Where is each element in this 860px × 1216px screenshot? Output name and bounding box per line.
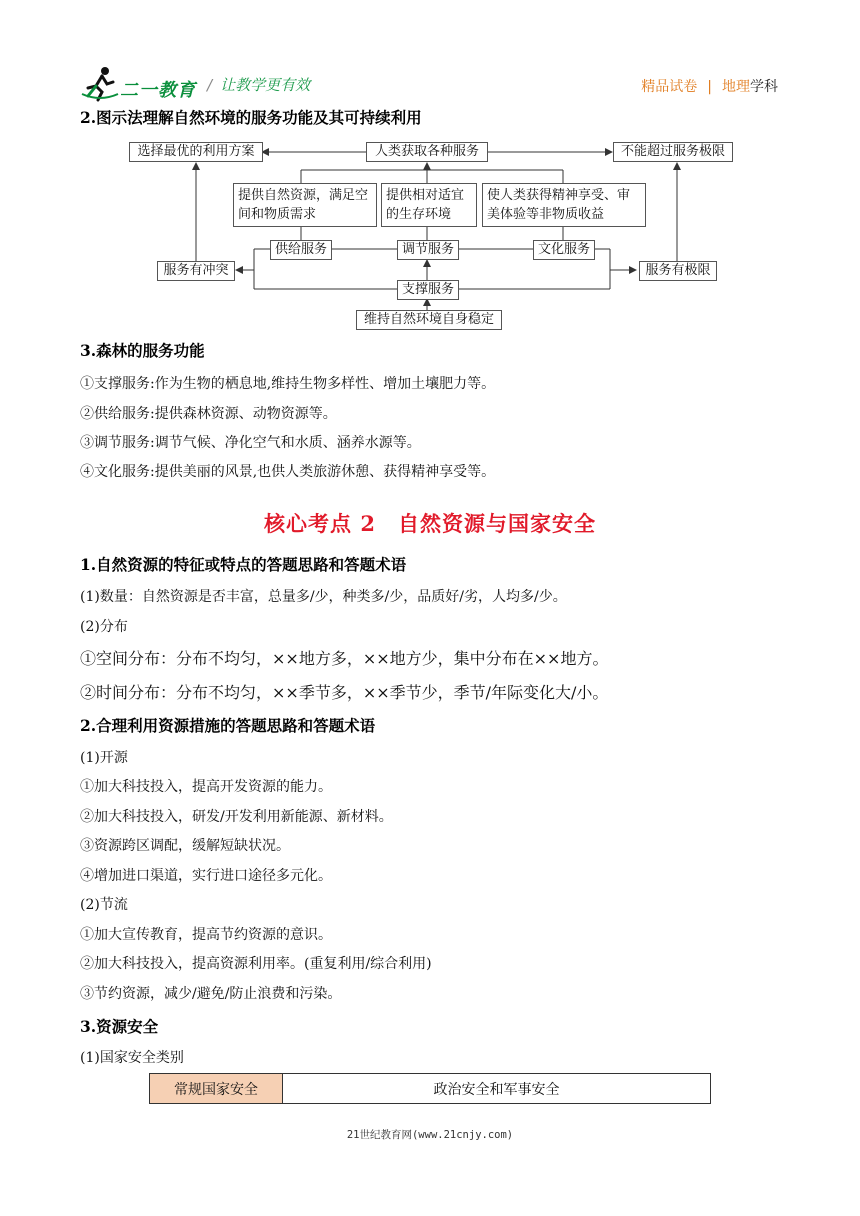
open-source-title: (1)开源: [80, 750, 128, 766]
culture-service-box: 文化服务: [533, 240, 595, 260]
slogan: / 让教学更有效: [207, 76, 311, 94]
forest-item: ③调节服务:调节气候、净化空气和水质、涵养水源等。: [80, 435, 421, 451]
table-row: [150, 1074, 711, 1104]
resource-quantity: (1)数量：自然资源是否丰富，总量多/少，种类多/少，品质好/劣，人均多/少。: [80, 589, 567, 605]
tag-subject: 地理: [722, 79, 750, 95]
regulate-service-box: 调节服务: [397, 240, 459, 260]
forest-item: ④文化服务:提供美丽的风景,也供人类旅游休憩、获得精神享受等。: [80, 464, 496, 480]
supply-service-box: 供给服务: [270, 240, 332, 260]
provide-spiritual-box: 使人类获得精神享受、审美体验等非物质收益: [482, 183, 646, 227]
human-services-box: 人类获取各种服务: [366, 142, 488, 162]
save-title: (2)节流: [80, 897, 128, 913]
support-service-box: 支撑服务: [397, 280, 459, 300]
open-source-item: ④增加进口渠道，实行进口途径多元化。: [80, 868, 332, 884]
section-title: 2.图示法理解自然环境的服务功能及其可持续利用: [80, 108, 422, 127]
forest-title: 3.森林的服务功能: [80, 341, 205, 360]
service-conflict-box: 服务有冲突: [157, 261, 235, 281]
security-title: 3.资源安全: [80, 1017, 159, 1036]
maintain-stability-box: 维持自然环境自身稳定: [356, 310, 502, 330]
measures-title: 2.合理利用资源措施的答题思路和答题术语: [80, 716, 376, 735]
forest-item: ②供给服务:提供森林资源、动物资源等。: [80, 406, 337, 422]
page-footer: 21世纪教育网(www.21cnjy.com): [346, 1129, 514, 1141]
security-table: [149, 1073, 711, 1104]
forest-item: ①支撑服务:作为生物的栖息地,维持生物多样性、增加土壤肥力等。: [80, 376, 496, 392]
resource-space-distribution: ①空间分布：分布不均匀，××地方多，××地方少，集中分布在××地方。: [80, 649, 609, 668]
save-item: ③节约资源，减少/避免/防止浪费和污染。: [80, 986, 342, 1002]
tag-subject-suffix: 学科: [750, 79, 778, 95]
open-source-item: ②加大科技投入，研发/开发利用新能源、新材料。: [80, 809, 393, 825]
table-key-cell: 常规国家安全: [150, 1074, 283, 1104]
resource-distribution-title: (2)分布: [80, 619, 128, 635]
security-subtitle: (1)国家安全类别: [80, 1050, 184, 1066]
resource-time-distribution: ②时间分布：分布不均匀，××季节多，××季节少，季节/年际变化大/小。: [80, 683, 609, 702]
tag-label: 精品试卷: [641, 79, 698, 95]
service-limit-box: 不能超过服务极限: [613, 142, 733, 162]
choose-best-plan-box: 选择最优的利用方案: [129, 142, 263, 162]
open-source-item: ③资源跨区调配，缓解短缺状况。: [80, 838, 290, 854]
provide-resources-box: 提供自然资源，满足空间和物质需求: [233, 183, 377, 227]
tag-separator: |: [707, 79, 712, 95]
open-source-item: ①加大科技投入，提高开发资源的能力。: [80, 779, 332, 795]
core-topic-title: 核心考点 2 自然资源与国家安全: [264, 511, 596, 536]
table-value-cell: 政治安全和军事安全: [283, 1074, 711, 1104]
save-item: ②加大科技投入，提高资源利用率。(重复利用/综合利用): [80, 956, 432, 972]
save-item: ①加大宣传教育，提高节约资源的意识。: [80, 927, 332, 943]
logo-text: 二一教育: [120, 80, 196, 101]
resources-title: 1.自然资源的特征或特点的答题思路和答题术语: [80, 555, 407, 574]
service-limited-box: 服务有极限: [639, 261, 717, 281]
slogan-text: 让教学更有效: [220, 76, 311, 94]
provide-environment-box: 提供相对适宜的生存环境: [381, 183, 477, 227]
